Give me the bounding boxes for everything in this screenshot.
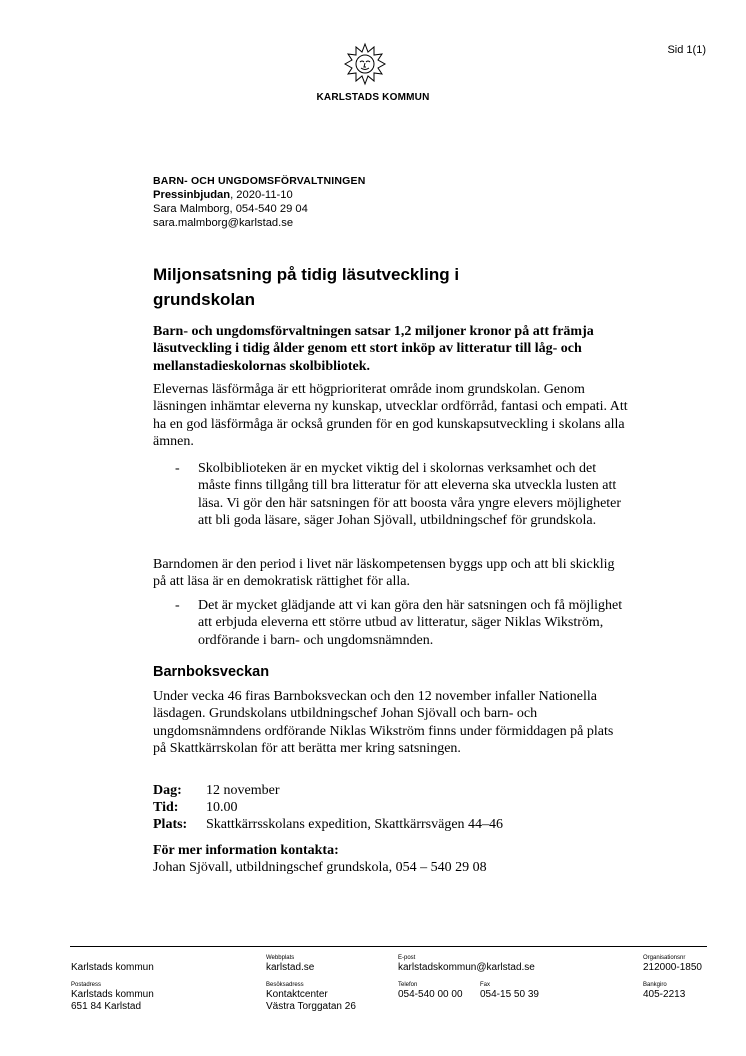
paragraph-1: Elevernas läsförmåga är ett högprioriterat område inom grundskolan. Genom läsningen inhämtar eleverna ny kunskap, utvecklar ordförråd, fantasi och empati. Att ha en god läsförmåga är också grunden för en god kunskapsutveckling i skolans alla ämnen.	[153, 382, 628, 450]
footer-postal-line-1: Karlstads kommun	[71, 989, 154, 1000]
footer-email-value[interactable]: karlstadskommun@karlstad.se	[398, 962, 535, 973]
detail-label-place: Plats:	[153, 817, 188, 832]
footer-phone-value: 054-540 00 00	[398, 989, 463, 1000]
page-number: Sid 1(1)	[667, 44, 706, 56]
footer-org-name: Karlstads kommun	[71, 962, 154, 973]
footer-web-label: Webbplats	[266, 955, 295, 961]
quote-1-text: Skolbiblioteken är en mycket viktig del i skolornas verksamhet och det måste finns tillgång till bra litteratur för att eleverna ska utveckla lusten att läsa. Vi gör den här satsningen för att boosta våra yngre elevers möjligheter att bli goda läsare, säger Johan Sjövall, utbildningschef för grundskola.	[198, 461, 622, 529]
paragraph-2: Barndomen är den period i livet när läskompetensen byggs upp och att bli skicklig på att läsa är en demokratisk rättighet för alla.	[153, 557, 615, 590]
footer-divider	[70, 946, 707, 947]
footer-email	[398, 955, 535, 974]
footer-phone-label: Telefon	[398, 982, 418, 988]
footer-org	[71, 955, 154, 974]
footer-bankgiro-label: Bankgiro	[643, 982, 667, 988]
doc-date: , 2020-11-10	[230, 189, 293, 201]
headline-line-1: Miljonsatsning på tidig läsutveckling i	[153, 265, 460, 284]
footer-postal	[71, 982, 154, 1012]
footer-visit-line-2: Västra Torggatan 26	[266, 1000, 356, 1012]
paragraph-3: Under vecka 46 firas Barnboksveckan och den 12 november infaller Nationella läsdagen. Grundskolans utbildningschef Johan Sjövall och barn- och ungdomsnämndens ordförande Niklas Wikström finns under förmiddagen på plats på Skattkärrskolan för att berätta mer kring satsningen.	[153, 689, 614, 757]
contact-person: Sara Malmborg, 054-540 29 04	[153, 203, 308, 215]
quote-dash: -	[175, 598, 180, 613]
contact-email: sara.malmborg@karlstad.se	[153, 217, 294, 229]
footer-orgnr	[643, 955, 702, 974]
detail-value-day: 12 november	[206, 783, 280, 798]
sun-face-icon	[343, 42, 387, 90]
quote-2-text: Det är mycket glädjande att vi kan göra den här satsningen och få möjlighet att erbjuda eleverna ett större utbud av litteratur, säger Niklas Wikström, ordförande i barn- och ungdomsnämnden.	[198, 598, 623, 648]
document-meta	[153, 174, 573, 230]
detail-row-day	[153, 782, 280, 799]
footer-web-value[interactable]: karlstad.se	[266, 962, 315, 973]
organization-name: KARLSTADS KOMMUN	[316, 92, 430, 103]
footer-fax	[480, 982, 539, 1001]
contact-heading: För mer information kontakta:	[153, 843, 339, 858]
department-name: BARN- OCH UNGDOMSFÖRVALTNINGEN	[153, 175, 366, 187]
footer-visit	[266, 982, 356, 1012]
contact-info: Johan Sjövall, utbildningschef grundskola, 054 – 540 29 08	[153, 860, 487, 875]
footer-phone	[398, 982, 463, 1001]
footer-postal-line-2: 651 84 Karlstad	[71, 1000, 142, 1012]
subheading: Barnboksveckan	[153, 664, 270, 680]
footer-orgnr-label: Organisationsnr	[643, 955, 686, 961]
detail-row-time	[153, 799, 238, 816]
headline-line-2: grundskolan	[153, 290, 256, 309]
footer-email-label: E-post	[398, 955, 416, 961]
detail-label-time: Tid:	[153, 800, 179, 815]
lead-paragraph: Barn- och ungdomsförvaltningen satsar 1,2 miljoner kronor på att främja läsutveckling i tidig ålder genom ett stort inköp av litteratur till låg- och mellanstadieskolornas skolbibliotek.	[153, 324, 594, 374]
detail-row-place	[153, 816, 504, 833]
footer-orgnr-value: 212000-1850	[643, 962, 702, 973]
doc-type-line	[153, 188, 573, 202]
footer-visit-label: Besöksadress	[266, 982, 304, 988]
footer-bankgiro-value: 405-2213	[643, 989, 686, 1000]
footer-web	[266, 955, 314, 974]
footer-visit-line-1: Kontaktcenter	[266, 989, 328, 1000]
detail-value-time: 10.00	[206, 800, 238, 815]
footer-postal-label: Postadress	[71, 982, 102, 988]
footer-fax-label: Fax	[480, 982, 491, 988]
detail-label-day: Dag:	[153, 783, 182, 798]
detail-value-place: Skattkärrsskolans expedition, Skattkärrsvägen 44–46	[206, 817, 504, 832]
headline	[153, 262, 573, 312]
footer-bankgiro	[643, 982, 685, 1001]
quote-dash: -	[175, 461, 180, 476]
footer-fax-value: 054-15 50 39	[480, 989, 539, 1000]
doc-type: Pressinbjudan	[153, 189, 231, 201]
